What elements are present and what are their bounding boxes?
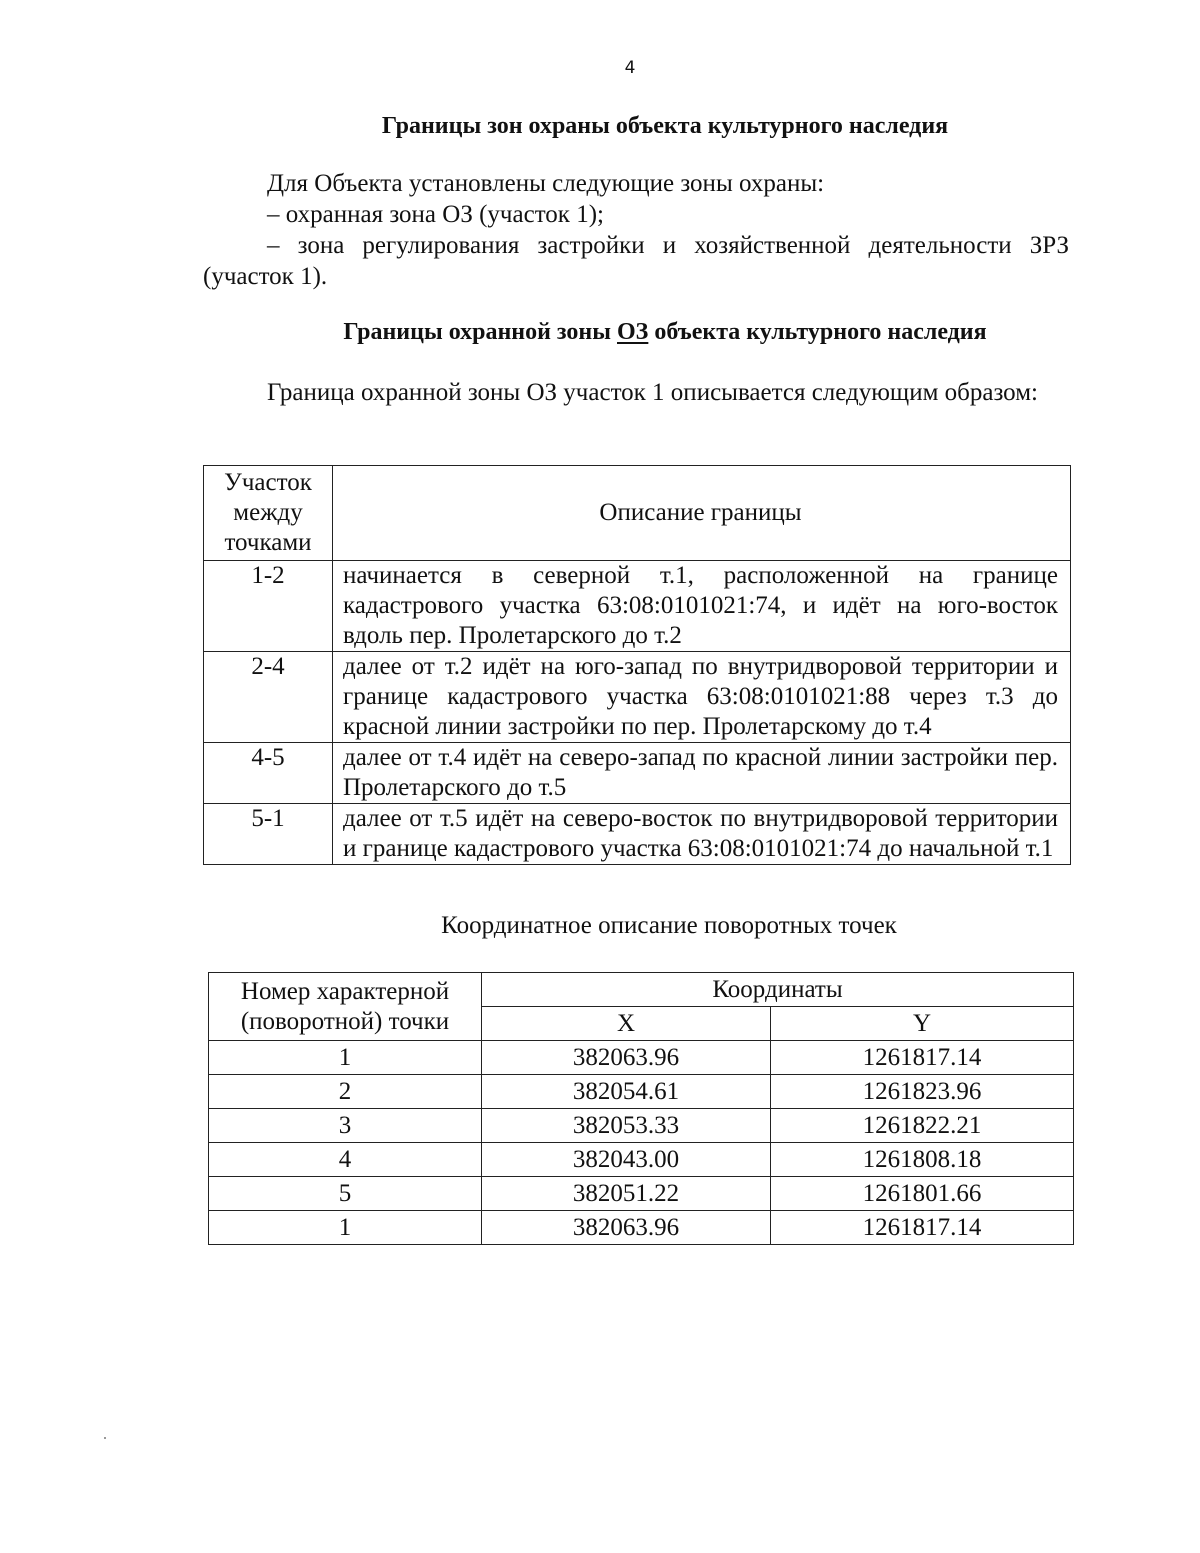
- point-cell: 3: [209, 1109, 482, 1143]
- intro-paragraph: [203, 168, 1069, 292]
- y-cell: 1261822.21: [771, 1109, 1074, 1143]
- point-cell: 5: [209, 1177, 482, 1211]
- table-row: [209, 1041, 1074, 1075]
- table-row: [204, 743, 1071, 804]
- coordinates-caption: Координатное описание поворотных точек: [441, 912, 897, 939]
- table-row: [209, 1143, 1074, 1177]
- description-cell: начинается в северной т.1, расположенной на границе кадастрового участка 63:08:0101021:74, и идёт на юго-восток вдоль пер. Пролетарского до т.2: [333, 561, 1071, 652]
- x-cell: 382054.61: [482, 1075, 771, 1109]
- table-row: [209, 1211, 1074, 1245]
- y-cell: 1261817.14: [771, 1211, 1074, 1245]
- coordinates-table: [208, 972, 1074, 1245]
- table-header-row: [209, 973, 1074, 1007]
- header-description: Описание границы: [333, 466, 1071, 561]
- header-x: X: [482, 1007, 771, 1041]
- x-cell: 382063.96: [482, 1041, 771, 1075]
- header-point-number: Номер характерной (поворотной) точки: [209, 973, 482, 1041]
- intro-line: Для Объекта установлены следующие зоны охраны:: [267, 170, 825, 197]
- segment-cell: 5-1: [204, 804, 333, 865]
- table-row: [209, 1177, 1074, 1211]
- title-suffix: объекта культурного наследия: [648, 319, 987, 345]
- y-cell: 1261817.14: [771, 1041, 1074, 1075]
- description-cell: далее от т.2 идёт на юго-запад по внутридворовой территории и границе кадастрового участка 63:08:0101021:88 через т.3 до красной линии застройки по пер. Пролетарскому до т.4: [333, 652, 1071, 743]
- y-cell: 1261823.96: [771, 1075, 1074, 1109]
- header-y: Y: [771, 1007, 1074, 1041]
- x-cell: 382043.00: [482, 1143, 771, 1177]
- header-segment: Участок между точками: [204, 466, 333, 561]
- intro-list-item: – охранная зона ОЗ (участок 1);: [267, 201, 604, 228]
- scan-speck: [104, 1437, 106, 1439]
- x-cell: 382053.33: [482, 1109, 771, 1143]
- y-cell: 1261808.18: [771, 1143, 1074, 1177]
- intro-list-item: – зона регулирования застройки и хозяйственной деятельности ЗРЗ (участок 1).: [203, 232, 1069, 290]
- segment-cell: 2-4: [204, 652, 333, 743]
- description-cell: далее от т.4 идёт на северо-запад по красной линии застройки пер. Пролетарского до т.5: [333, 743, 1071, 804]
- section-title-protected-zone: [65, 319, 1200, 346]
- point-cell: 2: [209, 1075, 482, 1109]
- table-row: [204, 561, 1071, 652]
- point-cell: 1: [209, 1041, 482, 1075]
- x-cell: 382063.96: [482, 1211, 771, 1245]
- point-cell: 1: [209, 1211, 482, 1245]
- description-cell: далее от т.5 идёт на северо-восток по внутридворовой территории и границе кадастрового участка 63:08:0101021:74 до начальной т.1: [333, 804, 1071, 865]
- section-title-protection-zones: Границы зон охраны объекта культурного наследия: [381, 113, 949, 139]
- y-cell: 1261801.66: [771, 1177, 1074, 1211]
- table-row: [209, 1109, 1074, 1143]
- table-row: [204, 804, 1071, 865]
- segment-cell: 1-2: [204, 561, 333, 652]
- header-coordinates: Координаты: [482, 973, 1074, 1007]
- title-prefix: Границы охранной зоны: [343, 319, 617, 345]
- point-cell: 4: [209, 1143, 482, 1177]
- segment-cell: 4-5: [204, 743, 333, 804]
- page-number: 4: [624, 58, 636, 78]
- boundary-table: [203, 465, 1071, 865]
- zone-code: ОЗ: [617, 319, 649, 345]
- x-cell: 382051.22: [482, 1177, 771, 1211]
- boundary-description-paragraph: Граница охранной зоны ОЗ участок 1 описывается следующим образом:: [267, 379, 1038, 406]
- table-header-row: [204, 466, 1071, 561]
- table-row: [209, 1075, 1074, 1109]
- table-row: [204, 652, 1071, 743]
